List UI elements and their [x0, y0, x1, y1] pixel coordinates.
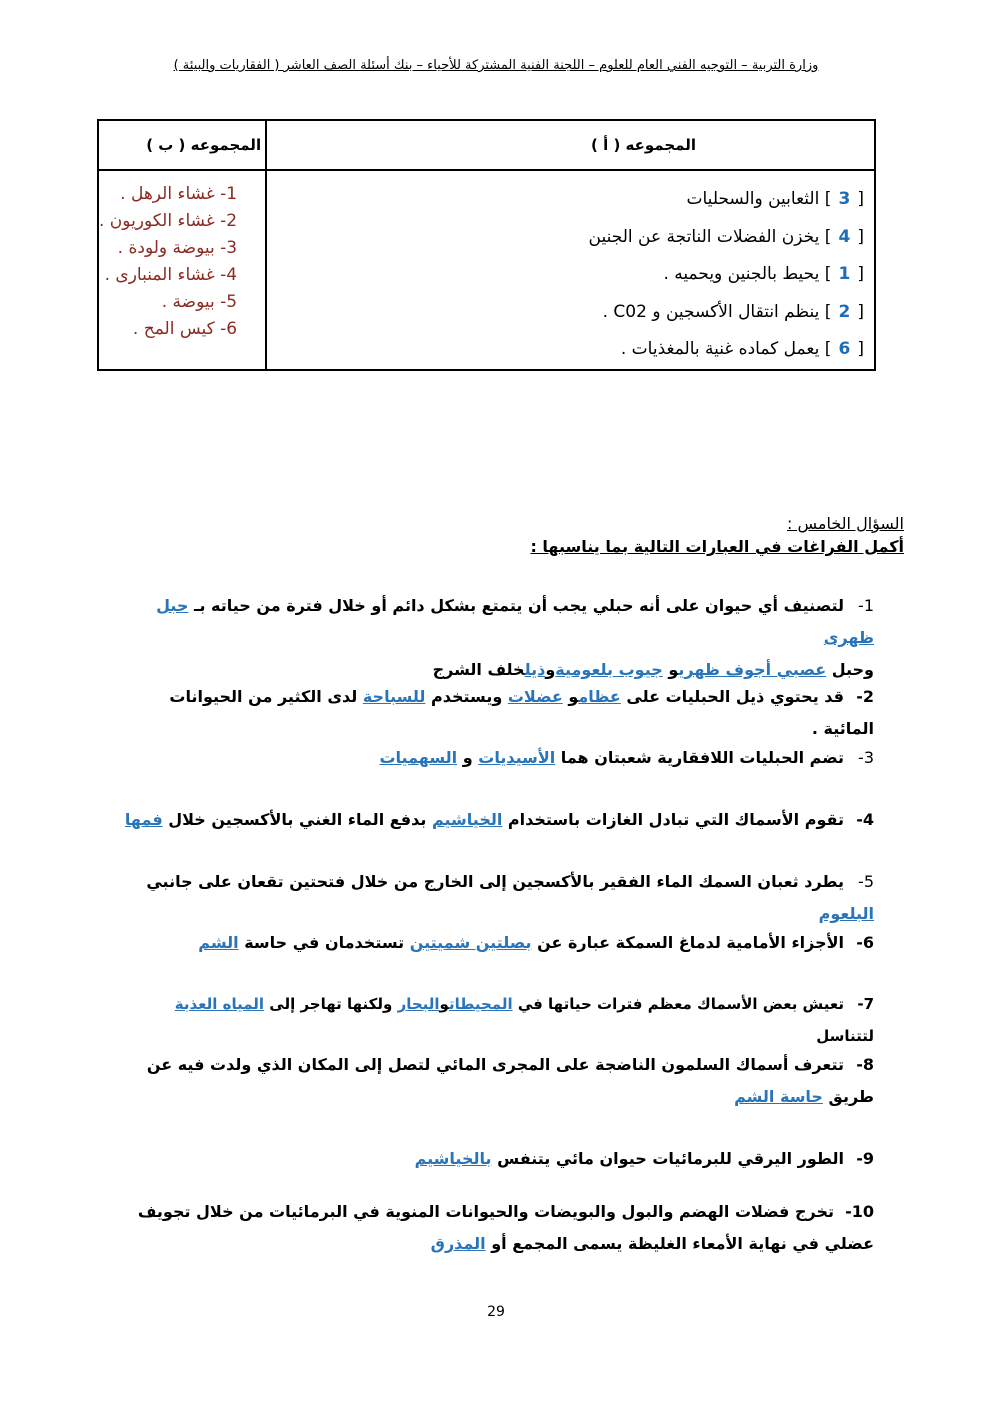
- fill-item-3: [114, 742, 874, 774]
- answer: المحيطات: [448, 995, 513, 1013]
- fill-item-7: [114, 988, 874, 1052]
- group-a-row: [4] يخزن الفضلات الناتجة عن الجنين: [267, 219, 864, 257]
- item-text: خلف الشرج: [432, 660, 525, 679]
- group-b-item: 5- بيوضة .: [161, 292, 238, 312]
- group-a-row: [6] يعمل كماده غنية بالمغذيات .: [267, 331, 864, 369]
- item-text: تقوم الأسماك التي تبادل الغازات باستخدام: [502, 810, 844, 829]
- group-a-text: يحيط بالجنين ويحميه .: [663, 264, 820, 284]
- item-text: قد يحتوي ذيل الحبليات على: [620, 687, 844, 706]
- question-title: السؤال الخامس :: [787, 514, 904, 533]
- group-a-text: ينظم انتقال الأكسجين و C02 .: [602, 301, 820, 322]
- answer-number: 6: [838, 339, 851, 359]
- answer: الشم: [198, 933, 239, 952]
- item-text: تعيش بعض الأسماك معظم فترات حياتها في: [512, 995, 844, 1013]
- item-number: 9-: [856, 1149, 874, 1168]
- fill-item-9: [114, 1143, 874, 1175]
- item-text: و: [439, 995, 449, 1013]
- group-b-item: 6- كيس المح .: [132, 319, 238, 339]
- fill-item-4: [114, 804, 874, 836]
- answer: بصلتين شميتين: [409, 933, 532, 952]
- item-text: و: [545, 660, 556, 679]
- answer: المياه العذبة: [174, 995, 265, 1013]
- answer: ذيل: [524, 660, 546, 679]
- answer: حبل ظهرى: [156, 596, 874, 647]
- item-text: بدفع الماء الغني بالأكسجين خلال: [162, 810, 432, 829]
- group-a-header: المجموعه ( أ ): [266, 120, 875, 170]
- item-number: 10-: [845, 1202, 874, 1221]
- group-a-text: يخزن الفضلات الناتجة عن الجنين: [588, 226, 820, 247]
- group-a-row: [1] يحيط بالجنين ويحميه .: [267, 256, 864, 294]
- answer: الخياشيم: [431, 810, 503, 829]
- answer: البلعوم: [818, 904, 874, 923]
- group-a-text: الثعابين والسحليات: [686, 189, 820, 209]
- item-number: 8-: [856, 1055, 874, 1074]
- item-text: تخرج فضلات الهضم والبول والبويضات والحيوانات المنوية في البرمائيات من خلال تجويف عضلي في نهاية الأمعاء الغليظة يسمى المجمع أو: [137, 1202, 874, 1253]
- question-instruction: أكمل الفراغات في العبارات التالية بما يناسبها :: [530, 537, 904, 556]
- fill-item-2: [114, 681, 874, 745]
- answer-number: 3: [838, 189, 851, 209]
- group-b-header: المجموعه ( ب ): [98, 120, 266, 170]
- item-text: ولكنها تهاجر إلى: [264, 995, 398, 1013]
- item-text: تتعرف أسماك السلمون الناضجة على المجرى المائي لتصل إلى المكان الذي ولدت فيه عن طريق: [146, 1055, 874, 1106]
- answer: للسباحة: [362, 687, 426, 706]
- answer-number: 2: [838, 301, 851, 322]
- page-number: 29: [487, 1304, 505, 1320]
- fill-item-1: [114, 590, 874, 686]
- answer: جيوب بلعومية: [555, 660, 663, 679]
- item-text: الأجزاء الأمامية لدماغ السمكة عبارة عن: [531, 933, 844, 952]
- item-number: 1-: [858, 596, 874, 615]
- group-a-text: يعمل كماده غنية بالمغذيات .: [620, 339, 820, 359]
- item-number: 4-: [856, 810, 874, 829]
- answer: عصبي أجوف ظهري: [678, 660, 827, 679]
- group-a-cell: [266, 170, 875, 370]
- item-number: 3-: [858, 748, 874, 767]
- answer-number: 1: [838, 264, 851, 284]
- matching-table: [97, 119, 876, 371]
- group-b-item: 2- غشاء الكوريون .: [99, 211, 238, 231]
- answer-number: 4: [838, 226, 851, 247]
- group-b-item: 1- غشاء الرهل .: [120, 184, 238, 204]
- answer: فمها: [124, 810, 163, 829]
- answer: الأسيديات: [478, 748, 556, 767]
- fill-item-10: [104, 1196, 874, 1260]
- item-text: و: [562, 687, 579, 706]
- item-text: ويستخدم: [425, 687, 508, 706]
- group-a-row: [2] ينظم انتقال الأكسجين و C02 .: [267, 294, 864, 332]
- answer: بالخياشيم: [414, 1149, 492, 1168]
- group-b-cell: [98, 170, 266, 370]
- answer: البحار: [397, 995, 440, 1013]
- page-header: وزارة التربية – التوجيه الفني العام للعلوم – اللجنة الفنية المشتركة للأحياء – بنك أسئلة الصف العاشر ( الفقاريات والبيئة ): [173, 58, 819, 73]
- group-a-row: [3] الثعابين والسحليات: [267, 181, 864, 219]
- fill-item-8: [114, 1049, 874, 1113]
- answer: المذرق: [430, 1234, 486, 1253]
- item-text: تستخدمان في حاسة: [238, 933, 410, 952]
- item-text: تضم الحبليات اللافقارية شعبتان هما: [555, 748, 844, 767]
- item-text: وحبل: [826, 660, 874, 679]
- answer: السهميات: [379, 748, 458, 767]
- item-text: الطور اليرقي للبرمائيات حيوان مائي يتنفس: [491, 1149, 844, 1168]
- answer: حاسة الشم: [734, 1087, 823, 1106]
- fill-item-6: [114, 927, 874, 959]
- item-number: 7-: [857, 995, 874, 1013]
- item-text: و: [662, 660, 679, 679]
- answer: عضلات: [507, 687, 563, 706]
- fill-item-5: [114, 866, 874, 930]
- item-text: لتتناسل: [816, 1027, 874, 1045]
- item-text: و: [457, 748, 479, 767]
- answer: عظام: [578, 687, 621, 706]
- item-number: 6-: [856, 933, 874, 952]
- item-text: لتصنيف أي حيوان على أنه حبلي يجب أن يتمتع بشكل دائم أو خلال فترة من حياته بـ: [188, 596, 844, 615]
- group-b-item: 4- غشاء المنبارى .: [104, 265, 238, 285]
- group-b-item: 3- بيوضة ولودة .: [117, 238, 238, 258]
- item-text: لدى الكثير من الحيوانات المائية .: [169, 687, 874, 738]
- item-number: 5-: [858, 872, 874, 891]
- item-text: يطرد ثعبان السمك الماء الفقير بالأكسجين إلى الخارج من خلال فتحتين تقعان على جانبي: [146, 872, 844, 891]
- item-number: 2-: [856, 687, 874, 706]
